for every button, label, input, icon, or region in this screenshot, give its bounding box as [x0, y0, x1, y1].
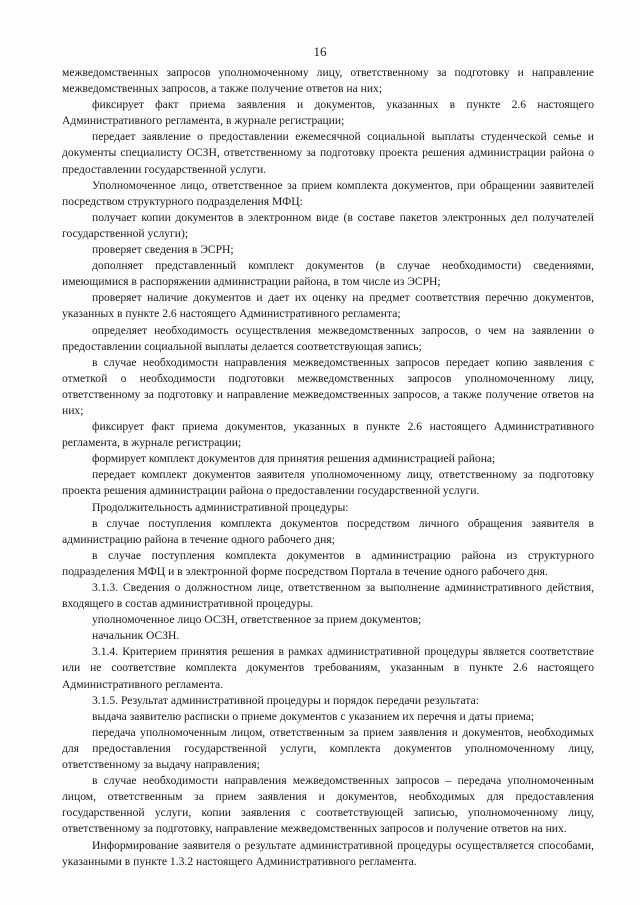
paragraph: проверяет наличие документов и дает их оценку на предмет соответствия перечню документов, указанных в пункте 2.6 настоящего Административного регламента; [62, 291, 594, 321]
paragraph: начальник ОСЗН. [92, 629, 180, 643]
paragraph: получает копии документов в электронном виде (в составе пакетов электронных дел получателей государственной услуги); [62, 210, 594, 240]
paragraph: формирует комплект документов для принятия решения администрацией района; [92, 452, 496, 466]
paragraph: 3.1.4. Критерием принятия решения в рамках административной процедуры является соответствие или не соответствие комплекта документов требованиям, указанным в пункте 2.6 настоящего Административного регламента. [62, 645, 594, 691]
paragraph: в случае поступления комплекта документов в администрацию района из структурного подразделения МФЦ и в электронной форме посредством Портала в течение одного рабочего дня. [62, 548, 594, 578]
paragraph: дополняет представленный комплект документов (в случае необходимости) сведениями, имеющимися в распоряжении администрации района, в том числе из ЭСРН; [62, 259, 594, 289]
paragraph: фиксирует факт приема документов, указанных в пункте 2.6 настоящего Административного регламента, в журнале регистрации; [62, 420, 594, 450]
paragraph: 3.1.3. Сведения о должностном лице, ответственном за выполнение административного действия, входящего в состав административной процедуры. [62, 581, 594, 611]
paragraph: межведомственных запросов уполномоченному лицу, ответственному за подготовку и направление межведомственных запросов, а также получение ответов на них; [62, 66, 594, 96]
paragraph: в случае поступления комплекта документов посредством личного обращения заявителя в администрацию района в течение одного рабочего дня; [62, 516, 594, 546]
paragraph: передача уполномоченным лицом, ответственным за прием заявления и документов, необходимых для предоставления государственной услуги, комплекта документов уполномоченному лицу, ответственному за выдачу направления; [62, 725, 594, 772]
paragraph: определяет необходимость осуществления межведомственных запросов, о чем на заявлении о предоставлении социальной выплаты делается соответствующая запись; [62, 323, 594, 353]
paragraph: Информирование заявителя о результате административной процедуры осуществляется способами, указанными в пункте 1.3.2 настоящего Административного регламента. [62, 838, 594, 868]
paragraph: передает заявление о предоставлении ежемесячной социальной выплаты студенческой семье и документы специалисту ОСЗН, ответственному за подготовку проекта решения администрации района о предоставлении государственной услуги. [62, 130, 594, 176]
paragraph: Продолжительность административной процедуры: [92, 500, 349, 514]
paragraph: передает комплект документов заявителя уполномоченному лицу, ответственному за подготовку проекта решения администрации района о предоставлении государственной услуги. [62, 468, 594, 498]
paragraph: Уполномоченное лицо, ответственное за прием комплекта документов, при обращении заявителей посредством структурного подразделения МФЦ: [62, 178, 594, 208]
paragraph: фиксирует факт приема заявления и документов, указанных в пункте 2.6 настоящего Административного регламента, в журнале регистрации; [62, 98, 594, 128]
paragraph: в случае необходимости направления межведомственных запросов передает копию заявления с отметкой о необходимости подготовки межведомственных запросов уполномоченному лицу, ответственному за подготовку и направление межведомственных запросов, а также получение ответов на них; [62, 355, 594, 417]
paragraph: в случае необходимости направления межведомственных запросов – передача уполномоченным лицом, ответственным за прием заявления и документов, необходимых для предоставления государственной услуги, копии заявления с соответствующей записью, уполномоченному лицу, ответственному за подготовку, направление межведомственных запросов и получение ответов на них. [62, 774, 594, 836]
page-number: 16 [313, 44, 327, 59]
paragraph: выдача заявителю расписки о приеме документов с указанием их перечня и даты приема; [92, 709, 535, 723]
paragraph: уполномоченное лицо ОСЗН, ответственное за прием документов; [92, 613, 422, 627]
document-body [62, 65, 594, 870]
paragraph: проверяет сведения в ЭСРН; [92, 243, 234, 257]
paragraph: 3.1.5. Результат административной процедуры и порядок передачи результата: [92, 693, 479, 707]
